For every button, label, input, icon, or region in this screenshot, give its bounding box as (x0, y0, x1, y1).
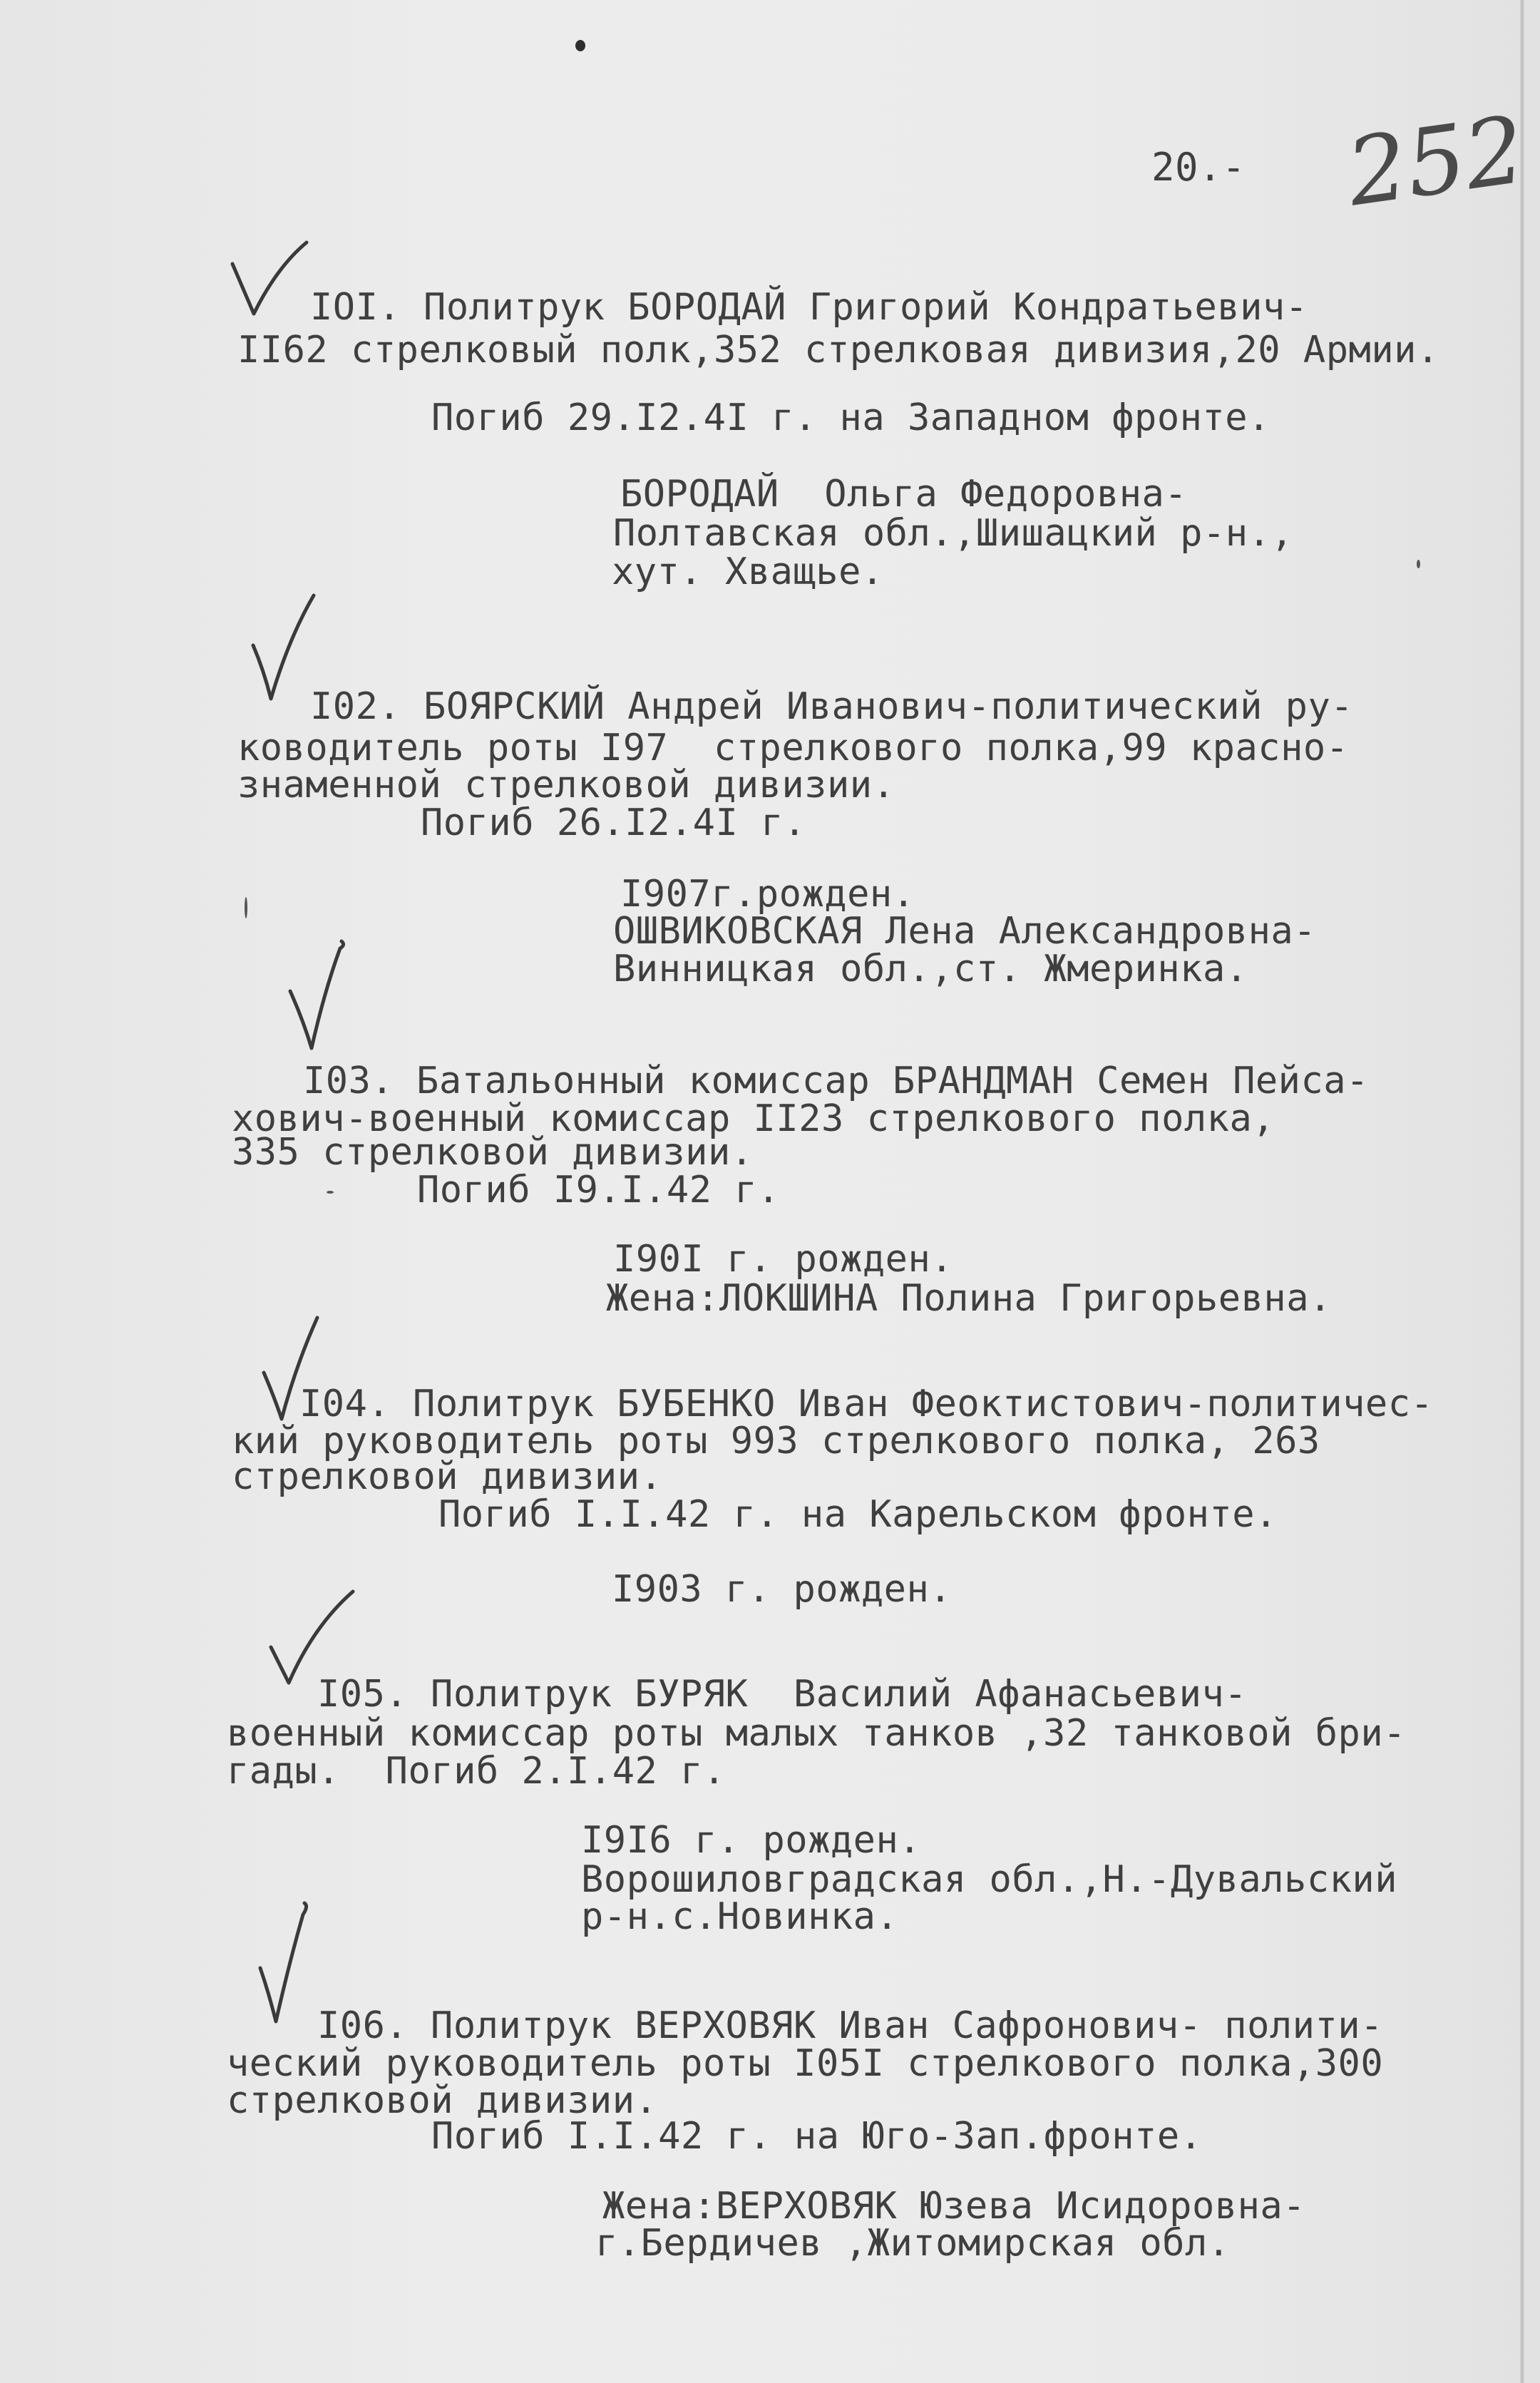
entry-104-line-3: стрелковой дивизии. (232, 1455, 663, 1498)
entry-102-line-3: знаменной стрелковой дивизии. (237, 764, 895, 806)
checkmark-icon (227, 235, 312, 328)
entry-102-death: Погиб 26.I2.4I г. (421, 801, 806, 844)
entry-101-address-2: хут. Хващье. (612, 550, 884, 593)
entry-105-address-2: р-н.с.Новинка. (581, 1895, 899, 1938)
checkmark-icon (282, 934, 353, 1055)
entry-104-death: Погиб I.I.42 г. на Карельском фронте. (438, 1493, 1278, 1536)
entry-104-born: I903 г. рожден. (612, 1568, 953, 1611)
entry-106-death: Погиб I.I.42 г. на Юго-Зап.фронте. (431, 2115, 1203, 2158)
entry-103-line-3: 335 стрелковой дивизии. (232, 1131, 754, 1174)
entry-101-address-1: Полтавская обл.,Шишацкий р-н., (613, 512, 1294, 555)
entry-106-address: г.Бердичев ,Житомирская обл. (595, 2222, 1231, 2265)
entry-106-line-3: стрелковой дивизии. (227, 2079, 658, 2122)
entry-102-born: I907г.рожден. (620, 873, 915, 916)
entry-103-line-1: I03. Батальонный комиссар БРАНДМАН Семен Пейса- (303, 1060, 1369, 1102)
entry-103-born: I90I г. рожден. (613, 1238, 954, 1281)
entry-106-line-2: ческий руководитель роты I05I стрелкового полка,300 (227, 2042, 1384, 2085)
entry-103-line-2: хович-военный комиссар II23 стрелкового полка, (232, 1097, 1275, 1140)
page-edge-shadow (1520, 0, 1524, 2383)
entry-105-line-3: гады. Погиб 2.I.42 г. (227, 1750, 726, 1793)
binding-hole-mark (575, 40, 585, 51)
entry-102-address: Винницкая обл.,ст. Жмеринка. (613, 948, 1248, 990)
entry-102-line-2: ководитель роты I97 стрелкового полка,99 красно- (237, 727, 1349, 769)
entry-105-line-1: I05. Политрук БУРЯК Василий Афанасьевич- (317, 1673, 1248, 1716)
ink-speck (327, 1191, 334, 1194)
entry-106-relative: Жена:ВЕРХОВЯК Юзева Исидоровна- (602, 2185, 1306, 2228)
entry-101-death: Погиб 29.I2.4I г. на Западном фронте. (431, 396, 1270, 439)
entry-104-line-1: I04. Политрук БУБЕНКО Иван Феоктистович-политичес- (299, 1383, 1434, 1425)
entry-101-relative: БОРОДАЙ Ольга Федоровна- (620, 473, 1188, 516)
entry-101-line-1: IOI. Политрук БОРОДАЙ Григорий Кондратьевич- (310, 286, 1308, 329)
ink-speck (1417, 560, 1420, 568)
entry-102-relative: ОШВИКОВСКАЯ Лена Александровна- (613, 910, 1317, 953)
handwritten-folio-number: 252 (1340, 95, 1531, 227)
entry-105-address-1: Ворошиловградская обл.,Н.-Дувальский (581, 1858, 1398, 1901)
entry-103-death: Погиб I9.I.42 г. (417, 1169, 780, 1211)
entry-105-line-2: военный комиссар роты малых танков ,32 танковой бри- (227, 1712, 1406, 1755)
ink-speck (245, 897, 247, 918)
entry-106-line-1: I06. Политрук ВЕРХОВЯК Иван Сафронович- полити- (317, 2004, 1383, 2047)
entry-103-relative: Жена:ЛОКШИНА Полина Григорьевна. (606, 1277, 1332, 1320)
entry-102-line-1: I02. БОЯРСКИЙ Андрей Иванович-политический ру- (310, 685, 1354, 728)
entry-104-line-2: кий руководитель роты 993 стрелкового полка, 263 (232, 1420, 1320, 1462)
entry-101-line-2: II62 стрелковый полк,352 стрелковая дивизия,20 Армии. (237, 329, 1439, 371)
entry-105-born: I9I6 г. рожден. (581, 1819, 922, 1862)
page-number: 20.- (1151, 145, 1246, 190)
